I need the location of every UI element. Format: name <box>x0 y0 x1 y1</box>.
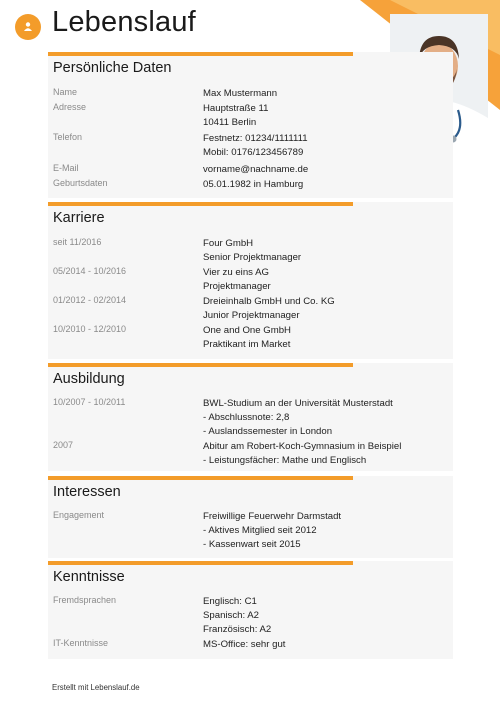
section-heading: Persönliche Daten <box>53 60 172 76</box>
row-value: Four GmbH Senior Projektmanager <box>203 238 302 263</box>
section-interests <box>48 476 453 558</box>
section-education <box>48 363 453 471</box>
row-label: 01/2012 - 02/2014 <box>53 295 127 305</box>
row-value: 05.01.1982 in Hamburg <box>203 179 304 190</box>
row-label: seit 11/2016 <box>53 237 102 247</box>
row-value: BWL-Studium an der Universität Musterstadt - Abschlussnote: 2,8 - Auslandssemester in London <box>203 398 393 437</box>
footer-credit: Erstellt mit Lebenslauf.de <box>52 683 140 692</box>
section-skills <box>48 561 453 659</box>
row-value: vorname@nachname.de <box>203 164 309 175</box>
section-heading: Kenntnisse <box>53 569 125 585</box>
row-value: MS-Office: sehr gut <box>203 639 286 650</box>
row-label: 05/2014 - 10/2016 <box>53 266 127 276</box>
page-title: Lebenslauf <box>52 6 196 38</box>
section-heading: Ausbildung <box>53 371 125 387</box>
row-label: 10/2007 - 10/2011 <box>53 397 126 407</box>
section-divider <box>48 561 353 565</box>
section-heading: Karriere <box>53 210 105 226</box>
section-divider <box>48 202 353 206</box>
row-label: 10/2010 - 12/2010 <box>53 324 127 334</box>
row-label: IT-Kenntnisse <box>53 638 109 648</box>
section-divider <box>48 363 353 367</box>
row-value: Hauptstraße 11 10411 Berlin <box>203 103 269 128</box>
section-personal <box>48 52 453 198</box>
row-value: Dreieinhalb GmbH und Co. KG Junior Projektmanager <box>203 296 335 321</box>
row-label: Geburtsdaten <box>53 178 108 188</box>
row-value: One and One GmbH Praktikant im Market <box>203 325 291 350</box>
row-value: Vier zu eins AG Projektmanager <box>203 267 271 292</box>
row-value: Abitur am Robert-Koch-Gymnasium in Beispiel - Leistungsfächer: Mathe und Englisch <box>203 441 402 466</box>
row-value: Max Mustermann <box>203 88 278 99</box>
row-label: Name <box>53 87 78 97</box>
row-label: Fremdsprachen <box>53 595 117 605</box>
row-label: Adresse <box>53 102 87 112</box>
section-heading: Interessen <box>53 484 121 500</box>
row-label: E-Mail <box>53 163 79 173</box>
row-label: 2007 <box>53 440 74 450</box>
section-divider <box>48 476 353 480</box>
row-label: Engagement <box>53 510 105 520</box>
row-value: Festnetz: 01234/1111111 Mobil: 0176/123456789 <box>203 133 308 158</box>
row-value: Freiwillige Feuerwehr Darmstadt - Aktives Mitglied seit 2012 - Kassenwart seit 2015 <box>203 511 342 550</box>
row-label: Telefon <box>53 132 83 142</box>
row-value: Englisch: C1 Spanisch: A2 Französisch: A2 <box>203 596 272 635</box>
section-divider <box>48 52 353 56</box>
person-download-icon <box>15 14 41 40</box>
section-career <box>48 202 453 359</box>
